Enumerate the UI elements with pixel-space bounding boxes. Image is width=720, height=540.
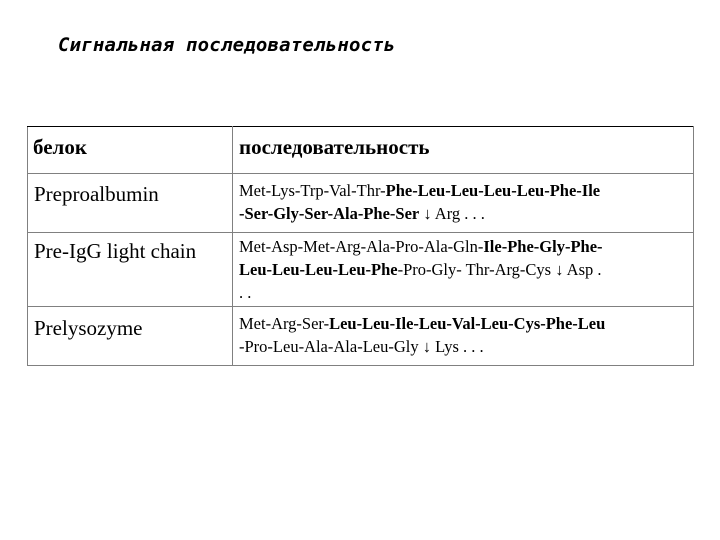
signal-sequence-table [27, 126, 694, 366]
sequence-segment: ↓ Arg . . . [419, 204, 485, 223]
hydrophobic-segment: Leu-Leu-Leu-Leu-Phe [239, 260, 398, 279]
table-row [28, 307, 694, 366]
sequence-line [239, 202, 689, 225]
sequence-line [239, 312, 689, 335]
protein-name: Pre-IgG light chain [34, 239, 197, 263]
header-sequence: последовательность [239, 135, 430, 159]
protein-name: Preproalbumin [34, 182, 159, 206]
sequence-segment: Met-Arg-Ser- [239, 314, 330, 333]
hydrophobic-segment: Phe-Leu-Leu-Leu-Leu-Phe-Ile [385, 181, 601, 200]
sequence-line [239, 258, 689, 281]
protein-name: Prelysozyme [34, 316, 143, 340]
sequence-line [239, 235, 689, 258]
hydrophobic-segment: Leu-Leu-Ile-Leu-Val-Leu-Cys-Phe-Leu [329, 314, 606, 333]
table-row [28, 233, 694, 307]
table-row [28, 174, 694, 233]
sequence-segment: -Pro-Leu-Ala-Ala-Leu-Gly ↓ Lys . . . [239, 337, 484, 356]
page-title: Сигнальная последовательность [58, 34, 396, 56]
header-protein: белок [33, 135, 87, 159]
sequence-segment: Met-Lys-Trp-Val-Thr- [239, 181, 386, 200]
sequence-cell [233, 174, 693, 232]
hydrophobic-segment: -Ser-Gly-Ser-Ala-Phe-Ser [239, 204, 420, 223]
sequence-segment: Met-Asp-Met-Arg-Ala-Pro-Ala-Gln- [239, 237, 484, 256]
sequence-cell [233, 233, 693, 306]
sequence-line [239, 179, 689, 202]
sequence-cell [233, 307, 693, 365]
sequence-segment: . . [239, 283, 252, 302]
sequence-segment: -Pro-Gly- Thr-Arg-Cys ↓ Asp . [397, 260, 602, 279]
sequence-line [239, 335, 689, 358]
sequence-line [239, 281, 689, 304]
table-header-row [28, 127, 694, 174]
hydrophobic-segment: Ile-Phe-Gly-Phe- [483, 237, 603, 256]
